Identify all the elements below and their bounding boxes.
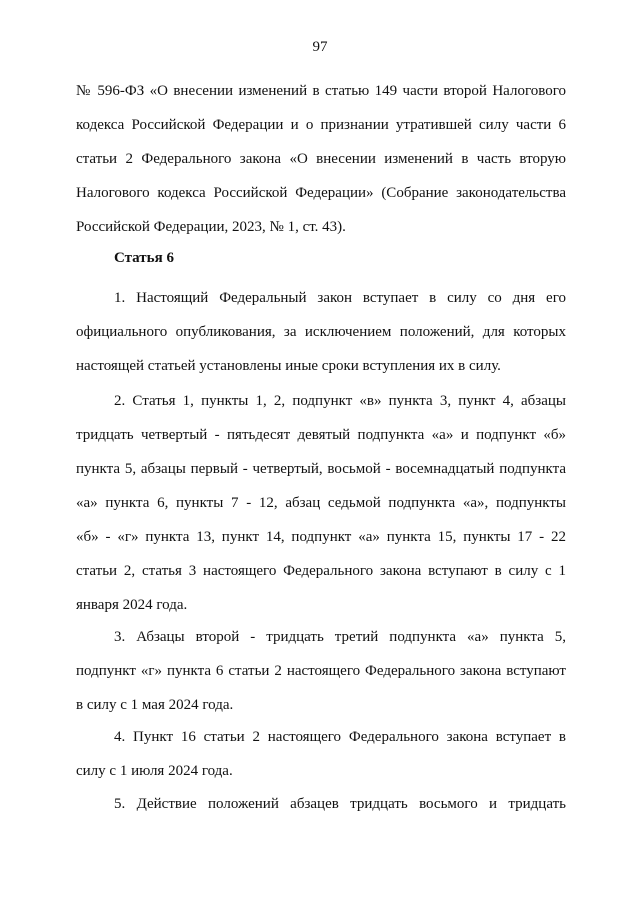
paragraph-line: официального опубликования, за исключением положений, для которых xyxy=(76,324,566,340)
article-heading: Статья 6 xyxy=(114,250,174,266)
page-number: 97 xyxy=(312,39,328,55)
paragraph-line: настоящей статьей установлены иные сроки вступления их в силу. xyxy=(76,358,501,374)
intro-line: Налогового кодекса Российской Федерации» (Собрание законодательства xyxy=(76,185,566,201)
paragraph-line: 1. Настоящий Федеральный закон вступает в силу со дня его xyxy=(114,290,566,306)
paragraph-line: «б» - «г» пункта 13, пункт 14, подпункт «а» пункта 15, пункты 17 - 22 xyxy=(76,529,566,545)
intro-line: Российской Федерации, 2023, № 1, ст. 43). xyxy=(76,219,346,235)
paragraph-line: в силу с 1 мая 2024 года. xyxy=(76,697,234,713)
paragraph-line: января 2024 года. xyxy=(76,597,188,613)
intro-line: кодекса Российской Федерации и о признании утратившей силу части 6 xyxy=(76,117,566,133)
paragraph-line: 5. Действие положений абзацев тридцать восьмого и тридцать xyxy=(114,796,566,812)
paragraph-3 xyxy=(76,620,566,722)
paragraph-line: 2. Статья 1, пункты 1, 2, подпункт «в» пункта 3, пункт 4, абзацы xyxy=(114,393,566,409)
paragraph-line: тридцать четвертый - пятьдесят девятый подпункта «а» и подпункт «б» xyxy=(76,427,566,443)
paragraph-5 xyxy=(76,787,566,821)
paragraph-line: силу с 1 июля 2024 года. xyxy=(76,763,233,779)
paragraph-line: пункта 5, абзацы первый - четвертый, восьмой - восемнадцатый подпункта xyxy=(76,461,566,477)
paragraph-line: подпункт «г» пункта 6 статьи 2 настоящего Федерального закона вступают xyxy=(76,663,566,679)
paragraph-2 xyxy=(76,384,566,622)
paragraph-line: 3. Абзацы второй - тридцать третий подпункта «а» пункта 5, xyxy=(114,629,566,645)
paragraph-line: 4. Пункт 16 статьи 2 настоящего Федерального закона вступает в xyxy=(114,729,566,745)
intro-paragraph xyxy=(76,74,566,244)
intro-line: № 596-ФЗ «О внесении изменений в статью 149 части второй Налогового xyxy=(76,83,566,99)
paragraph-line: «а» пункта 6, пункты 7 - 12, абзац седьмой подпункта «а», подпункты xyxy=(76,495,566,511)
paragraph-1 xyxy=(76,281,566,383)
paragraph-line: статьи 2, статья 3 настоящего Федерального закона вступают в силу с 1 xyxy=(76,563,566,579)
intro-line: статьи 2 Федерального закона «О внесении изменений в часть вторую xyxy=(76,151,566,167)
paragraph-4 xyxy=(76,720,566,788)
